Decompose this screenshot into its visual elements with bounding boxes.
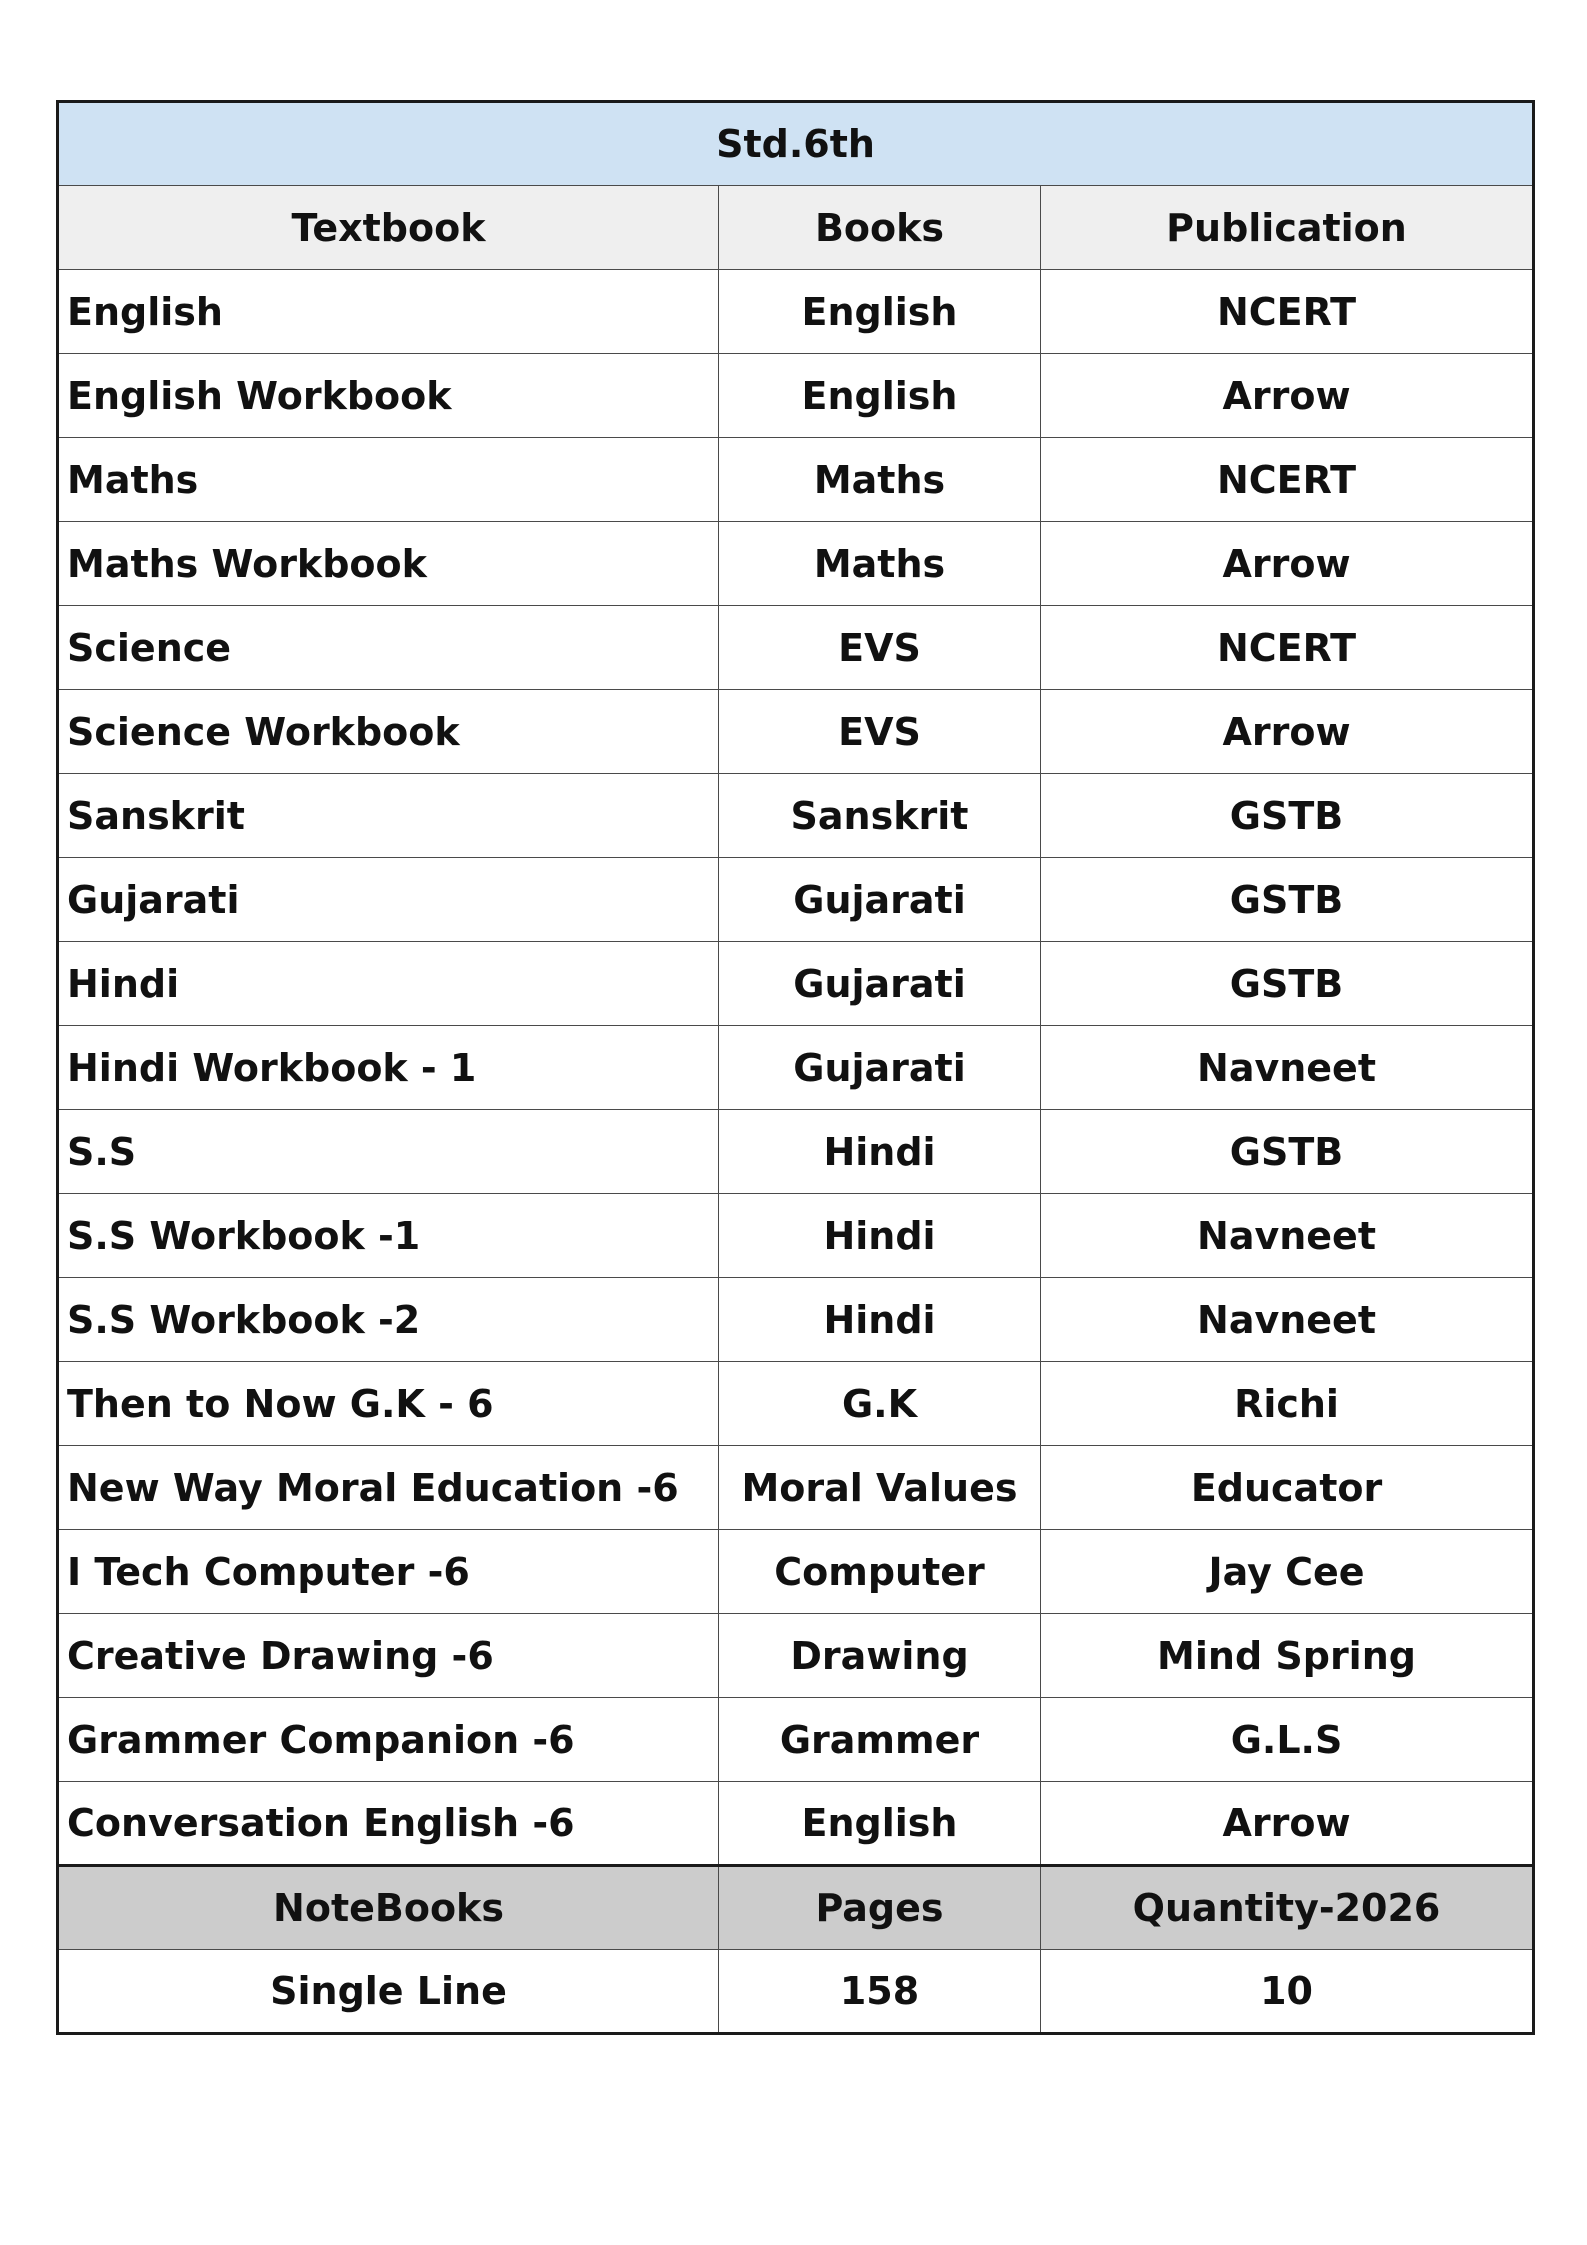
header-pages: Pages xyxy=(719,1866,1041,1950)
table-row xyxy=(58,858,1534,942)
book-list-sheet xyxy=(56,100,1532,2035)
publication-cell: GSTB xyxy=(1041,858,1534,942)
textbook-cell: English xyxy=(58,270,719,354)
table-row xyxy=(58,690,1534,774)
books-cell: Hindi xyxy=(719,1194,1041,1278)
textbook-cell: S.S xyxy=(58,1110,719,1194)
books-cell: Gujarati xyxy=(719,858,1041,942)
books-cell: Sanskrit xyxy=(719,774,1041,858)
textbook-cell: Hindi Workbook - 1 xyxy=(58,1026,719,1110)
publication-cell: Arrow xyxy=(1041,690,1534,774)
table-row xyxy=(58,942,1534,1026)
header-row xyxy=(58,186,1534,270)
header-publication: Publication xyxy=(1041,186,1534,270)
table-row xyxy=(58,606,1534,690)
table-row xyxy=(58,1782,1534,1866)
books-cell: Maths xyxy=(719,522,1041,606)
header-quantity: Quantity-2026 xyxy=(1041,1866,1534,1950)
notebook-pages-cell: 158 xyxy=(719,1950,1041,2034)
books-cell: EVS xyxy=(719,606,1041,690)
textbook-cell: Science xyxy=(58,606,719,690)
publication-cell: GSTB xyxy=(1041,774,1534,858)
textbook-cell: Maths xyxy=(58,438,719,522)
books-cell: Hindi xyxy=(719,1110,1041,1194)
publication-cell: Arrow xyxy=(1041,354,1534,438)
table-row xyxy=(58,1194,1534,1278)
publication-cell: GSTB xyxy=(1041,1110,1534,1194)
publication-cell: Richi xyxy=(1041,1362,1534,1446)
header-textbook: Textbook xyxy=(58,186,719,270)
books-cell: Grammer xyxy=(719,1698,1041,1782)
table-row xyxy=(58,1698,1534,1782)
table-row xyxy=(58,438,1534,522)
publication-cell: NCERT xyxy=(1041,438,1534,522)
publication-cell: Navneet xyxy=(1041,1278,1534,1362)
publication-cell: Mind Spring xyxy=(1041,1614,1534,1698)
books-cell: Gujarati xyxy=(719,1026,1041,1110)
textbook-cell: English Workbook xyxy=(58,354,719,438)
table-row xyxy=(58,1278,1534,1362)
textbook-cell: Creative Drawing -6 xyxy=(58,1614,719,1698)
books-cell: English xyxy=(719,1782,1041,1866)
notebook-type-cell: Single Line xyxy=(58,1950,719,2034)
textbook-cell: New Way Moral Education -6 xyxy=(58,1446,719,1530)
textbook-cell: I Tech Computer -6 xyxy=(58,1530,719,1614)
books-cell: English xyxy=(719,270,1041,354)
publication-cell: Arrow xyxy=(1041,522,1534,606)
table-row xyxy=(58,354,1534,438)
books-cell: G.K xyxy=(719,1362,1041,1446)
textbook-cell: S.S Workbook -2 xyxy=(58,1278,719,1362)
publication-cell: Navneet xyxy=(1041,1026,1534,1110)
publication-cell: GSTB xyxy=(1041,942,1534,1026)
table-row xyxy=(58,270,1534,354)
publication-cell: Navneet xyxy=(1041,1194,1534,1278)
publication-cell: NCERT xyxy=(1041,270,1534,354)
notebooks-header-row xyxy=(58,1866,1534,1950)
publication-cell: Jay Cee xyxy=(1041,1530,1534,1614)
publication-cell: Educator xyxy=(1041,1446,1534,1530)
book-rows xyxy=(58,270,1534,2034)
textbook-cell: Gujarati xyxy=(58,858,719,942)
table-row xyxy=(58,1026,1534,1110)
table-row xyxy=(58,1446,1534,1530)
books-cell: Gujarati xyxy=(719,942,1041,1026)
table-row xyxy=(58,1614,1534,1698)
table-row xyxy=(58,1362,1534,1446)
textbook-cell: Maths Workbook xyxy=(58,522,719,606)
publication-cell: G.L.S xyxy=(1041,1698,1534,1782)
books-cell: Moral Values xyxy=(719,1446,1041,1530)
textbook-cell: Then to Now G.K - 6 xyxy=(58,1362,719,1446)
textbook-cell: Conversation English -6 xyxy=(58,1782,719,1866)
books-cell: EVS xyxy=(719,690,1041,774)
books-cell: Maths xyxy=(719,438,1041,522)
textbook-cell: Science Workbook xyxy=(58,690,719,774)
books-cell: Computer xyxy=(719,1530,1041,1614)
notebook-quantity-cell: 10 xyxy=(1041,1950,1534,2034)
books-cell: Drawing xyxy=(719,1614,1041,1698)
table-row xyxy=(58,522,1534,606)
book-list-table xyxy=(56,100,1535,2035)
publication-cell: Arrow xyxy=(1041,1782,1534,1866)
books-cell: Hindi xyxy=(719,1278,1041,1362)
textbook-cell: Grammer Companion -6 xyxy=(58,1698,719,1782)
textbook-cell: Hindi xyxy=(58,942,719,1026)
standard-title: Std.6th xyxy=(58,102,1534,186)
table-row xyxy=(58,774,1534,858)
table-row xyxy=(58,1110,1534,1194)
publication-cell: NCERT xyxy=(1041,606,1534,690)
header-notebooks: NoteBooks xyxy=(58,1866,719,1950)
textbook-cell: S.S Workbook -1 xyxy=(58,1194,719,1278)
table-row xyxy=(58,1530,1534,1614)
notebook-row xyxy=(58,1950,1534,2034)
textbook-cell: Sanskrit xyxy=(58,774,719,858)
books-cell: English xyxy=(719,354,1041,438)
title-row xyxy=(58,102,1534,186)
header-books: Books xyxy=(719,186,1041,270)
